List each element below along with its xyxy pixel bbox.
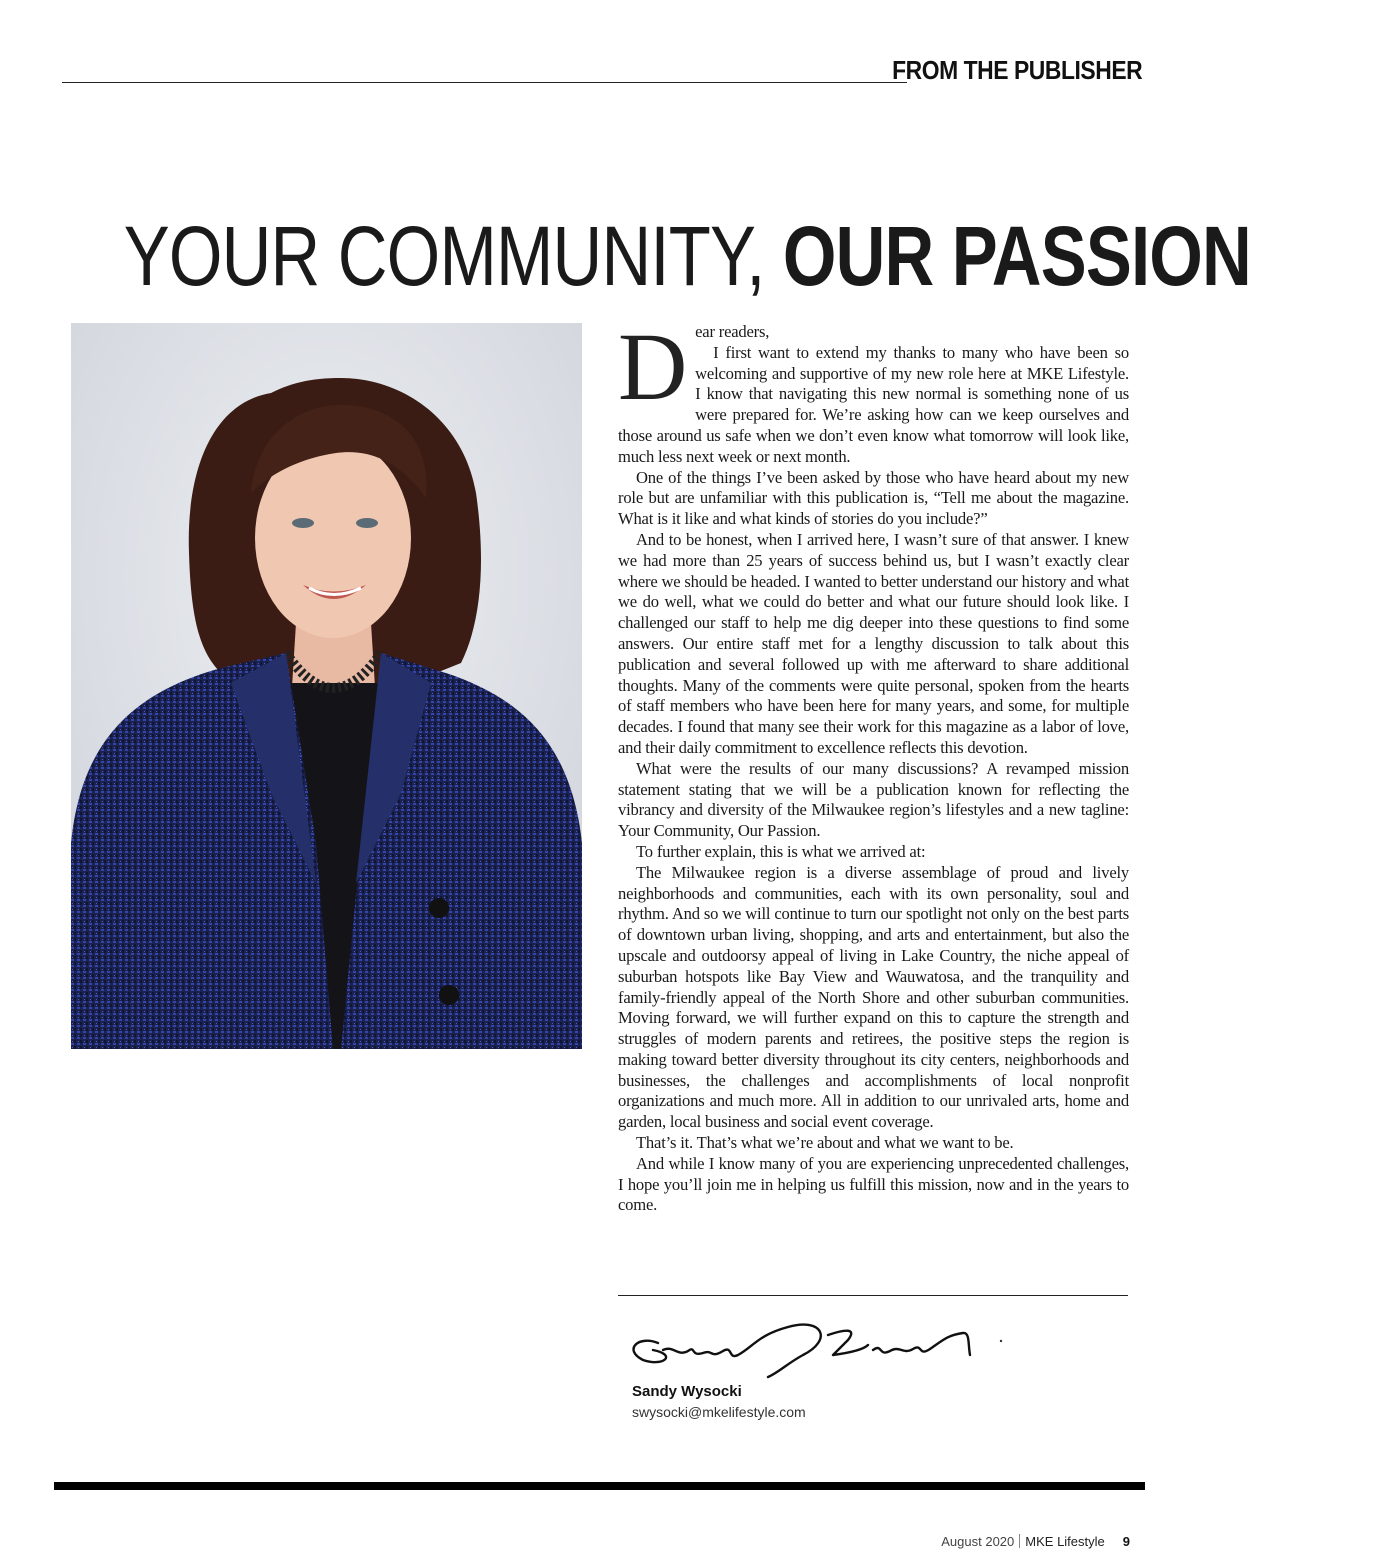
- letter-greeting: ear readers,: [695, 322, 770, 341]
- letter-paragraph: And while I know many of you are experiencing unprecedented challenges, I hope you’ll join me in helping us fulfill this mission, now and in the years to come.: [618, 1153, 1129, 1215]
- signature-rule: [618, 1295, 1128, 1296]
- letter-paragraph: The Milwaukee region is a diverse assemblage of proud and lively neighborhoods and communities, each with its own personality, soul and rhythm. And so we will continue to turn our spotlight not only on the best parts of downtown urban living, shopping, and arts and entertainment, but also the upscale and outdoorsy appeal of living in Lake Country, the niche appeal of suburban hotspots like Bay View and Wauwatosa, and the tranquility and family-friendly appeal of the North Shore and other suburban communities. Moving forward, we will further expand on this to capture the strength and struggles of modern parents and retirees, the positive steps the region is making toward better diversity throughout its city centers, neighborhoods and businesses, the challenges and accomplishments of local nonprofit organizations and much more. All in addition to our unrivaled arts, home and garden, local business and social event coverage.: [618, 862, 1129, 1132]
- letter-paragraph: To further explain, this is what we arrived at:: [636, 841, 926, 861]
- letter-paragraph: I first want to extend my thanks to many who have been so welcoming and supportive of my new role here at MKE Lifestyle. I know that navigating this new normal is something none of us were prepared for. We’re asking how can we keep ourselves and those around us safe when we don’t even know what tomorrow will look like, much less next week or next month.: [618, 342, 1129, 466]
- publisher-letter: [618, 313, 1129, 1216]
- signer-email[interactable]: swysocki@mkelifestyle.com: [632, 1404, 806, 1420]
- issue-date: August 2020: [941, 1534, 1015, 1549]
- letter-paragraph: And to be honest, when I arrived here, I wasn’t sure of that answer. I knew we had more than 25 years of success behind us, but I wasn’t exactly clear where we should be headed. I wanted to better understand our history and what we do well, what we could do better and what our future should look like. I challenged our staff to help me dig deeper into these questions to find some answers. Our entire staff met for a lengthy discussion to talk about this publication and several followed up with me afterward to share additional thoughts. Many of the comments were quite personal, spoken from the hearts of staff members who have been here for many years, and some, for multiple decades. I found that many see their work for this magazine as a labor of love, and their daily commitment to excellence reflects this devotion.: [618, 529, 1129, 757]
- letter-opening: [618, 313, 1129, 468]
- publisher-portrait-photo: [71, 323, 582, 1049]
- letter-paragraph: One of the things I’ve been asked by those who have heard about my new role but are unfamiliar with this publication is, “Tell me about the magazine. What is it like and what kinds of stories do you include?”: [618, 467, 1129, 529]
- footer-separator: [1019, 1534, 1020, 1548]
- signer-name: Sandy Wysocki: [632, 1383, 742, 1400]
- publication-name: MKE Lifestyle: [1025, 1534, 1105, 1549]
- letter-paragraph: That’s it. That’s what we’re about and what we want to be.: [636, 1133, 1014, 1153]
- header-rule: [62, 82, 907, 83]
- headline: [0, 208, 1251, 304]
- footer-rule: [54, 1482, 1145, 1490]
- letter-paragraph: What were the results of our many discussions? A revamped mission statement stating that we will be a publication known for reflecting the vibrancy and diversity of the Milwaukee region’s lifestyles and a new tagline: Your Community, Our Passion.: [618, 758, 1129, 841]
- page-footer: [941, 1534, 1130, 1549]
- headline-light: YOUR COMMUNITY,: [123, 209, 783, 303]
- drop-cap: D: [618, 313, 688, 420]
- headline-bold: OUR PASSION: [782, 209, 1251, 303]
- section-label: FROM THE PUBLISHER: [891, 55, 1142, 85]
- handwritten-signature: [618, 1305, 1018, 1385]
- page-number: 9: [1122, 1534, 1130, 1549]
